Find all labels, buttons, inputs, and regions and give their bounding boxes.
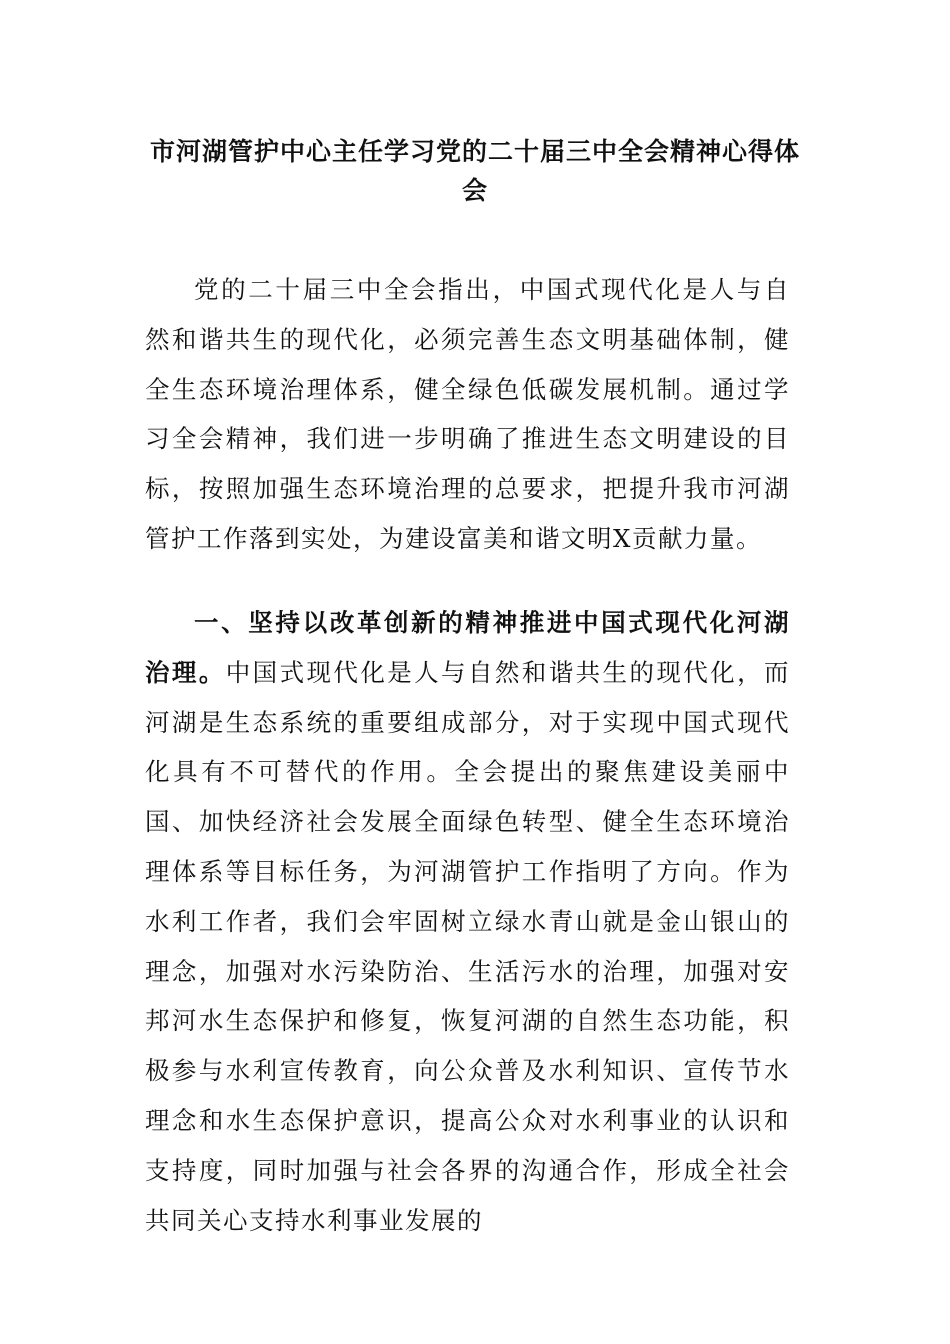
section-heading: 一、坚持以改革创新的精神推进中国式现代化河湖治理。 [145,608,790,687]
section-body: 中国式现代化是人与自然和谐共生的现代化，而河湖是生态系统的重要组成部分，对于实现中国式现代化具有不可替代的作用。全会提出的聚焦建设美丽中国、加快经济社会发展全面绿色转型、健全生态环境治理体系等目标任务，为河湖管护工作指明了方向。作为水利工作者，我们会牢固树立绿水青山就是金山银山的理念，加强对水污染防治、生活污水的治理，加强对安邦河水生态保护和修复，恢复河湖的自然生态功能，积极参与水利宣传教育，向公众普及水利知识、宣传节水理念和水生态保护意识，提高公众对水利事业的认识和支持度，同时加强与社会各界的沟通合作，形成全社会共同关心支持水利事业发展的 [145,657,791,1235]
paragraph-section-one [145,598,790,1245]
document-title: 市河湖管护中心主任学习党的二十届三中全会精神心得体会 [149,137,800,205]
paragraph-intro: 党的二十届三中全会指出，中国式现代化是人与自然和谐共生的现代化，必须完善生态文明基础体制，健全生态环境治理体系，健全绿色低碳发展机制。通过学习全会精神，我们进一步明确了推进生态文明建设的目标，按照加强生态环境治理的总要求，把提升我市河湖管护工作落到实处，为建设富美和谐文明X贡献力量。 [145,275,790,553]
